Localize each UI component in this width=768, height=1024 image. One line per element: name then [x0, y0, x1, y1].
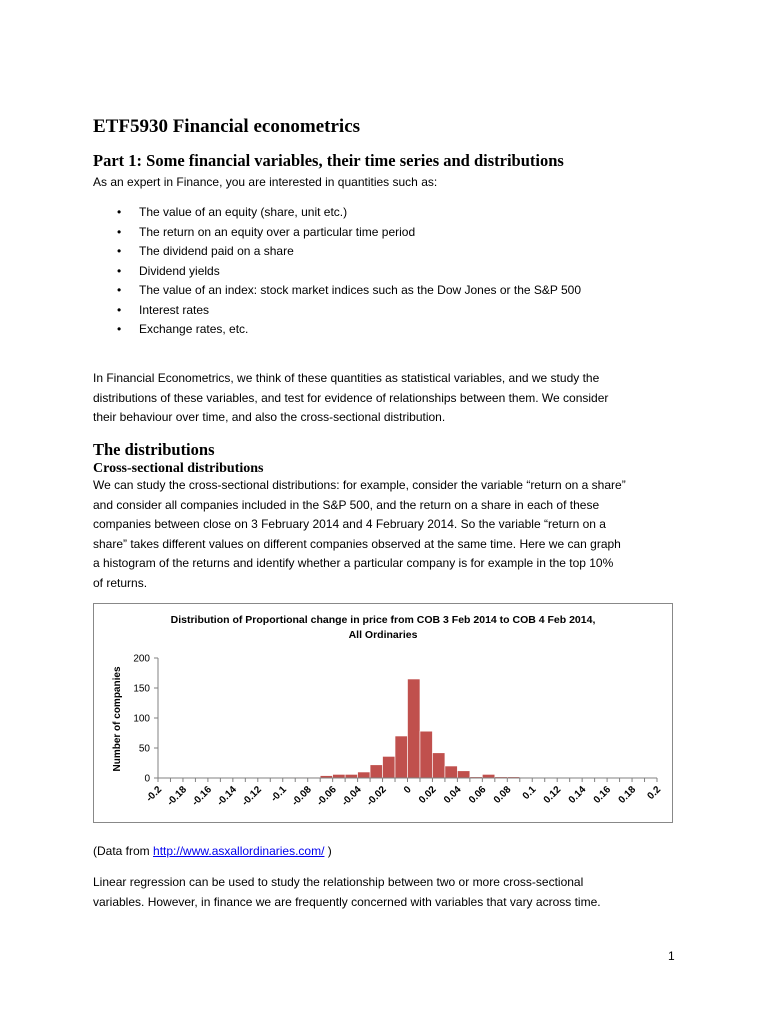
data-source-prefix: (Data from: [93, 844, 154, 858]
list-item: [93, 203, 581, 223]
x-tick-label: -0.1: [268, 784, 289, 805]
bullet-text: Exchange rates, etc.: [139, 322, 249, 336]
y-tick-label: 50: [138, 743, 150, 755]
list-item: [93, 320, 581, 340]
paragraph-line: distributions of these variables, and test for evidence of relationships between them. We consider: [93, 390, 609, 405]
x-tick-label: -0.06: [314, 784, 339, 809]
axes-layer: [133, 654, 663, 809]
bullet-text: Interest rates: [139, 302, 210, 317]
histogram-bar: [370, 765, 382, 778]
paragraph-line: share” takes different values on different companies observed at the same time. Here we can graph: [93, 536, 621, 551]
bullet-icon: •: [117, 244, 122, 258]
list-item: [93, 223, 581, 243]
x-tick-label: 0.08: [491, 784, 514, 806]
x-tick-label: 0: [401, 784, 414, 797]
bullet-text: The return on an equity over a particular time period: [139, 224, 416, 239]
list-item: [93, 301, 581, 321]
paragraph-line: variables. However, in finance we are frequently concerned with variables that vary across time.: [93, 894, 601, 909]
data-source-note: [93, 842, 332, 862]
x-tick-label: -0.2: [144, 784, 165, 805]
page-number: 1: [668, 949, 675, 963]
bullet-list: [93, 203, 581, 340]
paragraph-line: their behaviour over time, and also the cross-sectional distribution.: [93, 410, 446, 424]
x-tick-label: -0.12: [240, 784, 264, 809]
data-source-link[interactable]: http://www.asxallordinaries.com/: [153, 844, 325, 858]
paragraph-line: and consider all companies included in the S&P 500, and the return on a share in each of these: [93, 497, 600, 512]
histogram-bar: [383, 756, 395, 778]
bullet-text: The value of an index: stock market indices such as the Dow Jones or the S&P 500: [139, 283, 582, 297]
histogram-chart: [93, 603, 673, 823]
x-tick-label: 0.14: [566, 784, 589, 806]
subsection-heading: Cross-sectional distributions: [93, 461, 264, 476]
x-tick-label: 0.02: [417, 784, 439, 806]
paragraph-line: a histogram of the returns and identify whether a particular company is for example in the top 10%: [93, 556, 614, 570]
x-tick-label: 0.04: [441, 784, 464, 806]
y-tick-label: 100: [133, 713, 150, 725]
data-source-suffix: ): [324, 844, 332, 858]
histogram-svg: [94, 604, 672, 822]
y-axis-label: Number of companies: [112, 666, 123, 772]
bullet-icon: •: [117, 283, 122, 297]
histogram-bar: [482, 774, 494, 778]
x-tick-label: -0.18: [165, 784, 190, 809]
x-tick-label: 0.1: [520, 784, 539, 802]
y-tick-label: 150: [133, 683, 150, 695]
bullet-icon: •: [117, 263, 122, 278]
bullet-text: Dividend yields: [139, 263, 220, 278]
x-tick-label: -0.14: [215, 784, 239, 809]
histogram-bar: [345, 774, 357, 778]
x-tick-label: 0.12: [541, 784, 564, 806]
part-heading: Part 1: Some financial variables, their time series and distributions: [93, 151, 564, 170]
histogram-bar: [432, 753, 444, 778]
x-tick-label: -0.08: [289, 784, 314, 809]
y-tick-label: 0: [144, 773, 150, 785]
x-tick-label: 0.18: [616, 784, 639, 806]
histogram-bar: [457, 771, 469, 778]
paragraph-line: of returns.: [93, 575, 148, 590]
histogram-bar: [445, 766, 457, 778]
x-tick-label: -0.02: [364, 784, 389, 809]
list-item: [93, 242, 581, 262]
document-title: ETF5930 Financial econometrics: [93, 116, 361, 137]
paragraph-line: In Financial Econometrics, we think of these quantities as statistical variables, and we study the: [93, 371, 600, 385]
bullet-icon: •: [117, 224, 122, 239]
x-tick-label: -0.04: [339, 784, 364, 809]
intro-text: As an expert in Finance, you are interested in quantities such as:: [93, 175, 438, 189]
chart-title-line-2: All Ordinaries: [348, 629, 418, 641]
bullet-icon: •: [117, 302, 122, 317]
chart-title-line-1: Distribution of Proportional change in price from COB 3 Feb 2014 to COB 4 Feb 2014,: [170, 614, 596, 626]
x-tick-label: 0.2: [645, 784, 664, 802]
histogram-bar: [333, 774, 345, 778]
histogram-bar: [358, 772, 370, 778]
paragraph-line: Linear regression can be used to study the relationship between two or more cross-sectional: [93, 875, 584, 889]
x-tick-label: 0.16: [591, 784, 614, 806]
x-tick-label: 0.06: [466, 784, 489, 806]
y-tick-label: 200: [133, 653, 150, 665]
bullet-text: The value of an equity (share, unit etc.): [139, 205, 348, 219]
histogram-bar: [395, 736, 407, 778]
x-tick-label: -0.16: [190, 784, 215, 809]
bullet-icon: •: [117, 322, 122, 336]
paragraph-line: companies between close on 3 February 2014 and 4 February 2014. So the variable “return on a: [93, 517, 606, 531]
paragraph-line: We can study the cross-sectional distributions: for example, consider the variable “return on a share”: [93, 478, 626, 492]
section-heading: The distributions: [93, 440, 215, 459]
list-item: [93, 281, 581, 301]
list-item: [93, 262, 581, 282]
histogram-bar: [408, 679, 420, 778]
bars-layer: [283, 679, 533, 778]
bullet-icon: •: [117, 205, 122, 219]
bullet-text: The dividend paid on a share: [139, 244, 294, 258]
histogram-bar: [420, 731, 432, 778]
